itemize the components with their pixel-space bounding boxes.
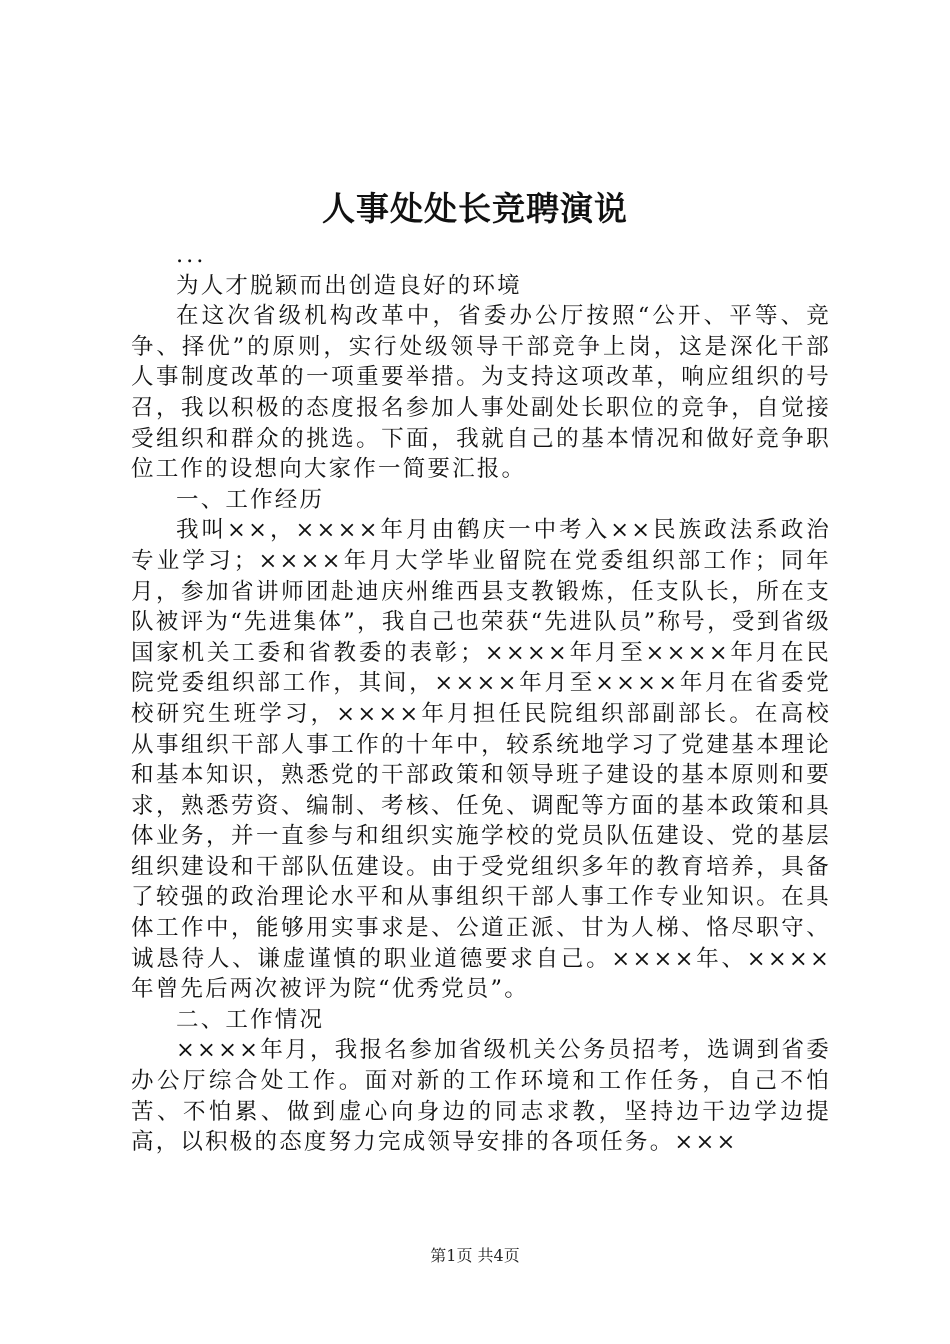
ellipsis-marker: ... [176, 242, 207, 268]
paragraph-intro: 在这次省级机构改革中，省委办公厅按照“公开、平等、竞争、择优”的原则，实行处级领导干部竞争上岗，这是深化干部人事制度改革的一项重要举措。为支持这项改革，响应组织的号召，我以积极的态度报名参加人事处副处长职位的竞争，自觉接受组织和群众的挑选。下面，我就自己的基本情况和做好竞争职位工作的设想向大家作一简要汇报。 [131, 303, 831, 483]
section-heading-work-situation: 二、工作情况 [176, 1006, 325, 1033]
document-subtitle: 为人才脱颖而出创造良好的环境 [176, 272, 522, 299]
document-title: 人事处处长竞聘演说 [322, 189, 628, 228]
page-footer: 第1页 共4页 [430, 1246, 520, 1265]
section-heading-work-history: 一、工作经历 [176, 486, 325, 513]
paragraph-work-history: 我叫××，××××年月由鹤庆一中考入××民族政法系政治专业学习；××××年月大学毕业留院在党委组织部工作；同年月，参加省讲师团赴迪庆州维西县支教锻炼，任支队长，所在支队被评为“先进集体”，我自己也荣获“先进队员”称号，受到省级国家机关工委和省教委的表彰；××××年月至××××年月在民院党委组织部工作，其间，××××年月至××××年月在省委党校研究生班学习，××××年月担任民院组织部副部长。在高校从事组织干部人事工作的十年中，较系统地学习了党建基本理论和基本知识，熟悉党的干部政策和领导班子建设的基本原则和要求，熟悉劳资、编制、考核、任免、调配等方面的基本政策和具体业务，并一直参与和组织实施学校的党员队伍建设、党的基层组织建设和干部队伍建设。由于受党组织多年的教育培养，具备了较强的政治理论水平和从事组织干部人事工作专业知识。在具体工作中，能够用实事求是、公道正派、甘为人梯、恪尽职守、诚恳待人、谦虚谨慎的职业道德要求自己。××××年、××××年曾先后两次被评为院“优秀党员”。 [131, 517, 831, 1003]
document-body [131, 240, 831, 1158]
paragraph-work-situation: ××××年月，我报名参加省级机关公务员招考，选调到省委办公厅综合处工作。面对新的工作环境和工作任务，自己不怕苦、不怕累、做到虚心向身边的同志求教，坚持边干边学边提高，以积极的态度努力完成领导安排的各项任务。××× [131, 1037, 831, 1156]
